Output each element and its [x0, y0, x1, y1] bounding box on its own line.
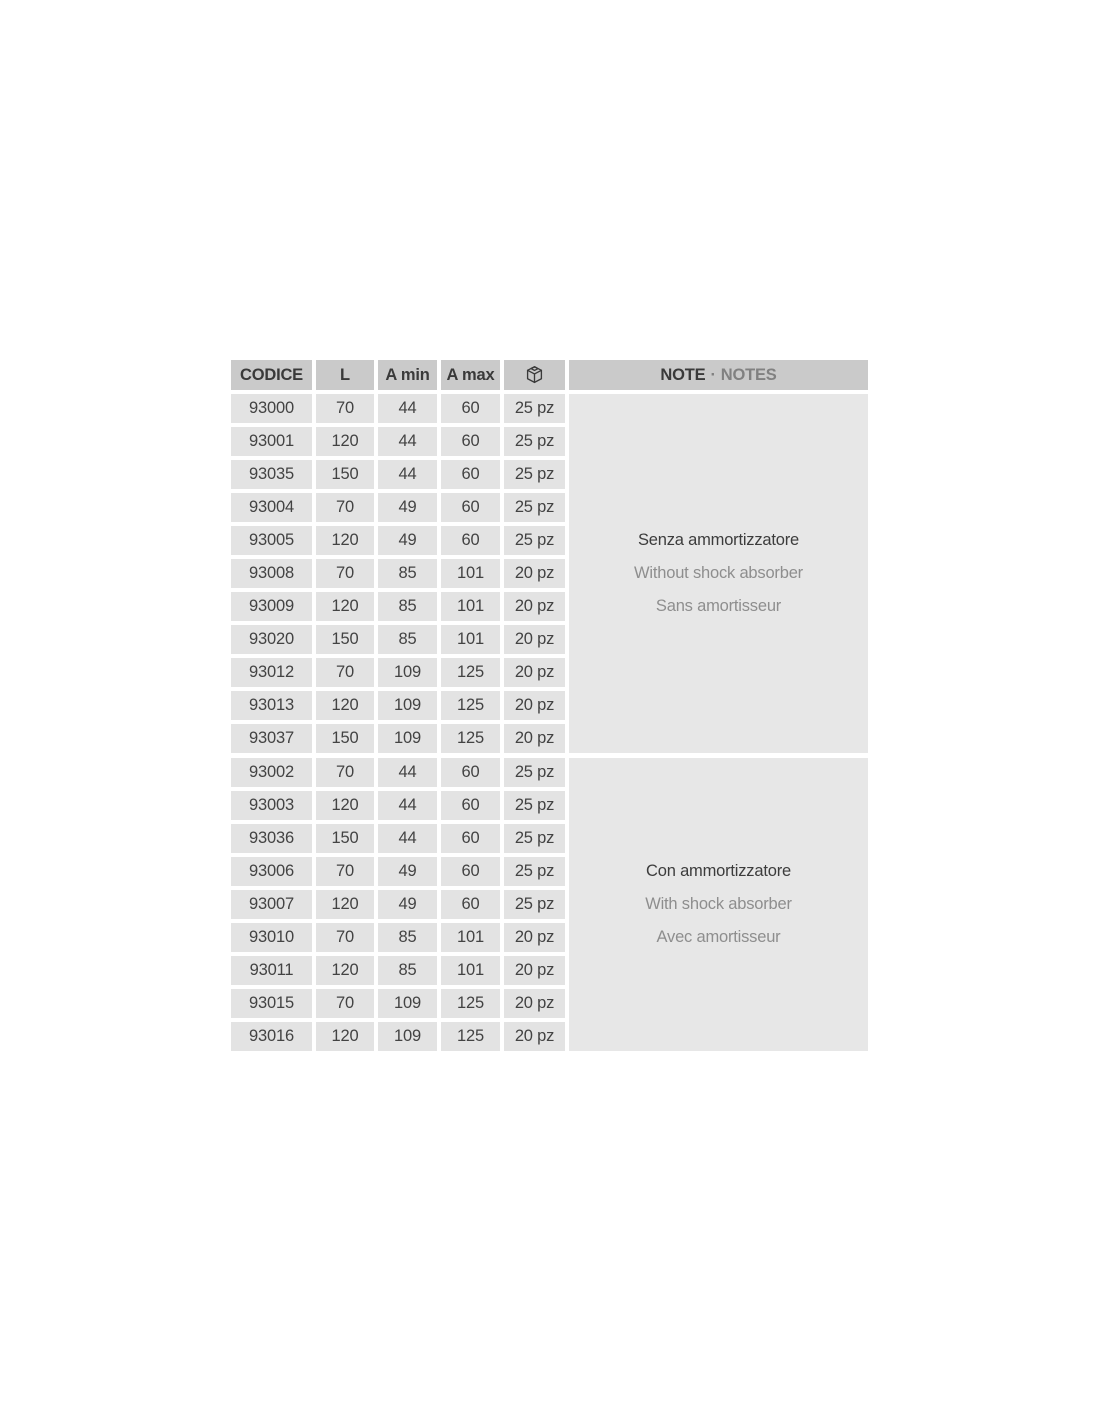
- cell-qty: 25 pz: [504, 857, 565, 886]
- cell-l: 120: [316, 1022, 374, 1051]
- cell-codice: 93013: [231, 691, 312, 720]
- cell-l: 70: [316, 758, 374, 787]
- note-label: NOTE: [660, 365, 706, 384]
- cell-l: 70: [316, 394, 374, 423]
- cell-codice: 93016: [231, 1022, 312, 1051]
- cell-l: 120: [316, 956, 374, 985]
- cell-a-min: 109: [378, 724, 437, 753]
- cell-qty: 25 pz: [504, 427, 565, 456]
- cell-codice: 93000: [231, 394, 312, 423]
- note-text-en: Without shock absorber: [634, 564, 803, 582]
- cell-a-max: 101: [441, 592, 500, 621]
- cell-a-min: 109: [378, 989, 437, 1018]
- cell-a-min: 85: [378, 625, 437, 654]
- cell-a-min: 44: [378, 460, 437, 489]
- cell-codice: 93035: [231, 460, 312, 489]
- column-header-a-max: A max: [441, 360, 500, 390]
- column-header-l: L: [316, 360, 374, 390]
- cell-a-max: 60: [441, 493, 500, 522]
- cell-a-min: 49: [378, 857, 437, 886]
- cell-qty: 20 pz: [504, 691, 565, 720]
- cell-codice: 93003: [231, 791, 312, 820]
- cell-qty: 25 pz: [504, 890, 565, 919]
- table-header-row: [231, 360, 867, 390]
- cell-a-max: 125: [441, 989, 500, 1018]
- column-header-note: [569, 360, 868, 390]
- cell-qty: 20 pz: [504, 1022, 565, 1051]
- table-group-with-shock-absorber: [231, 758, 867, 1051]
- cell-codice: 93009: [231, 592, 312, 621]
- cell-a-min: 109: [378, 658, 437, 687]
- product-table: [231, 360, 867, 1056]
- cell-l: 120: [316, 890, 374, 919]
- cell-a-min: 85: [378, 923, 437, 952]
- cell-a-max: 60: [441, 460, 500, 489]
- cell-qty: 25 pz: [504, 791, 565, 820]
- cell-codice: 93006: [231, 857, 312, 886]
- cell-l: 120: [316, 526, 374, 555]
- cell-codice: 93007: [231, 890, 312, 919]
- cell-l: 120: [316, 791, 374, 820]
- package-box-icon: [523, 364, 546, 387]
- cell-codice: 93037: [231, 724, 312, 753]
- cell-a-max: 101: [441, 956, 500, 985]
- cell-codice: 93011: [231, 956, 312, 985]
- cell-l: 150: [316, 724, 374, 753]
- cell-a-max: 60: [441, 824, 500, 853]
- cell-qty: 25 pz: [504, 824, 565, 853]
- cell-l: 150: [316, 625, 374, 654]
- notes-label: NOTES: [720, 365, 777, 384]
- cell-qty: 20 pz: [504, 592, 565, 621]
- column-header-packaging: [504, 360, 565, 390]
- cell-qty: 20 pz: [504, 625, 565, 654]
- cell-qty: 20 pz: [504, 989, 565, 1018]
- cell-qty: 20 pz: [504, 956, 565, 985]
- table-group-without-shock-absorber: [231, 394, 867, 753]
- cell-a-max: 101: [441, 923, 500, 952]
- cell-a-max: 125: [441, 1022, 500, 1051]
- cell-a-min: 49: [378, 493, 437, 522]
- cell-codice: 93036: [231, 824, 312, 853]
- cell-a-max: 60: [441, 758, 500, 787]
- column-header-a-min: A min: [378, 360, 437, 390]
- notes-cell: [569, 394, 868, 753]
- cell-a-min: 109: [378, 1022, 437, 1051]
- note-separator: ·: [710, 365, 716, 384]
- note-text-fr: Sans amortisseur: [655, 597, 782, 615]
- cell-a-max: 125: [441, 691, 500, 720]
- cell-a-min: 49: [378, 526, 437, 555]
- cell-codice: 93002: [231, 758, 312, 787]
- cell-a-min: 85: [378, 956, 437, 985]
- cell-a-max: 60: [441, 857, 500, 886]
- note-text-en: With shock absorber: [645, 895, 792, 913]
- cell-qty: 25 pz: [504, 493, 565, 522]
- cell-l: 120: [316, 592, 374, 621]
- note-text-it: Senza ammortizzatore: [637, 531, 800, 549]
- cell-codice: 93005: [231, 526, 312, 555]
- cell-a-max: 60: [441, 394, 500, 423]
- note-text-it: Con ammortizzatore: [646, 862, 791, 880]
- cell-a-max: 60: [441, 791, 500, 820]
- cell-a-max: 60: [441, 427, 500, 456]
- cell-a-min: 85: [378, 592, 437, 621]
- cell-qty: 20 pz: [504, 724, 565, 753]
- cell-qty: 20 pz: [504, 658, 565, 687]
- cell-l: 70: [316, 658, 374, 687]
- cell-codice: 93010: [231, 923, 312, 952]
- cell-qty: 20 pz: [504, 923, 565, 952]
- cell-qty: 25 pz: [504, 526, 565, 555]
- cell-l: 150: [316, 824, 374, 853]
- cell-l: 120: [316, 427, 374, 456]
- cell-codice: 93012: [231, 658, 312, 687]
- cell-a-max: 125: [441, 724, 500, 753]
- notes-cell: [569, 758, 868, 1051]
- cell-codice: 93008: [231, 559, 312, 588]
- cell-qty: 25 pz: [504, 460, 565, 489]
- cell-l: 70: [316, 989, 374, 1018]
- cell-a-min: 44: [378, 394, 437, 423]
- cell-l: 70: [316, 559, 374, 588]
- cell-a-max: 101: [441, 559, 500, 588]
- cell-codice: 93004: [231, 493, 312, 522]
- cell-codice: 93001: [231, 427, 312, 456]
- cell-a-max: 101: [441, 625, 500, 654]
- cell-a-min: 44: [378, 824, 437, 853]
- cell-l: 70: [316, 493, 374, 522]
- cell-a-min: 49: [378, 890, 437, 919]
- cell-codice: 93020: [231, 625, 312, 654]
- cell-qty: 25 pz: [504, 758, 565, 787]
- cell-a-max: 125: [441, 658, 500, 687]
- cell-a-max: 60: [441, 890, 500, 919]
- cell-l: 70: [316, 857, 374, 886]
- cell-a-min: 109: [378, 691, 437, 720]
- cell-a-min: 44: [378, 791, 437, 820]
- note-text-fr: Avec amortisseur: [656, 928, 781, 946]
- cell-a-min: 85: [378, 559, 437, 588]
- cell-qty: 25 pz: [504, 394, 565, 423]
- cell-a-min: 44: [378, 427, 437, 456]
- cell-codice: 93015: [231, 989, 312, 1018]
- cell-qty: 20 pz: [504, 559, 565, 588]
- cell-a-min: 44: [378, 758, 437, 787]
- cell-l: 70: [316, 923, 374, 952]
- cell-l: 150: [316, 460, 374, 489]
- cell-l: 120: [316, 691, 374, 720]
- column-header-codice: CODICE: [231, 360, 312, 390]
- cell-a-max: 60: [441, 526, 500, 555]
